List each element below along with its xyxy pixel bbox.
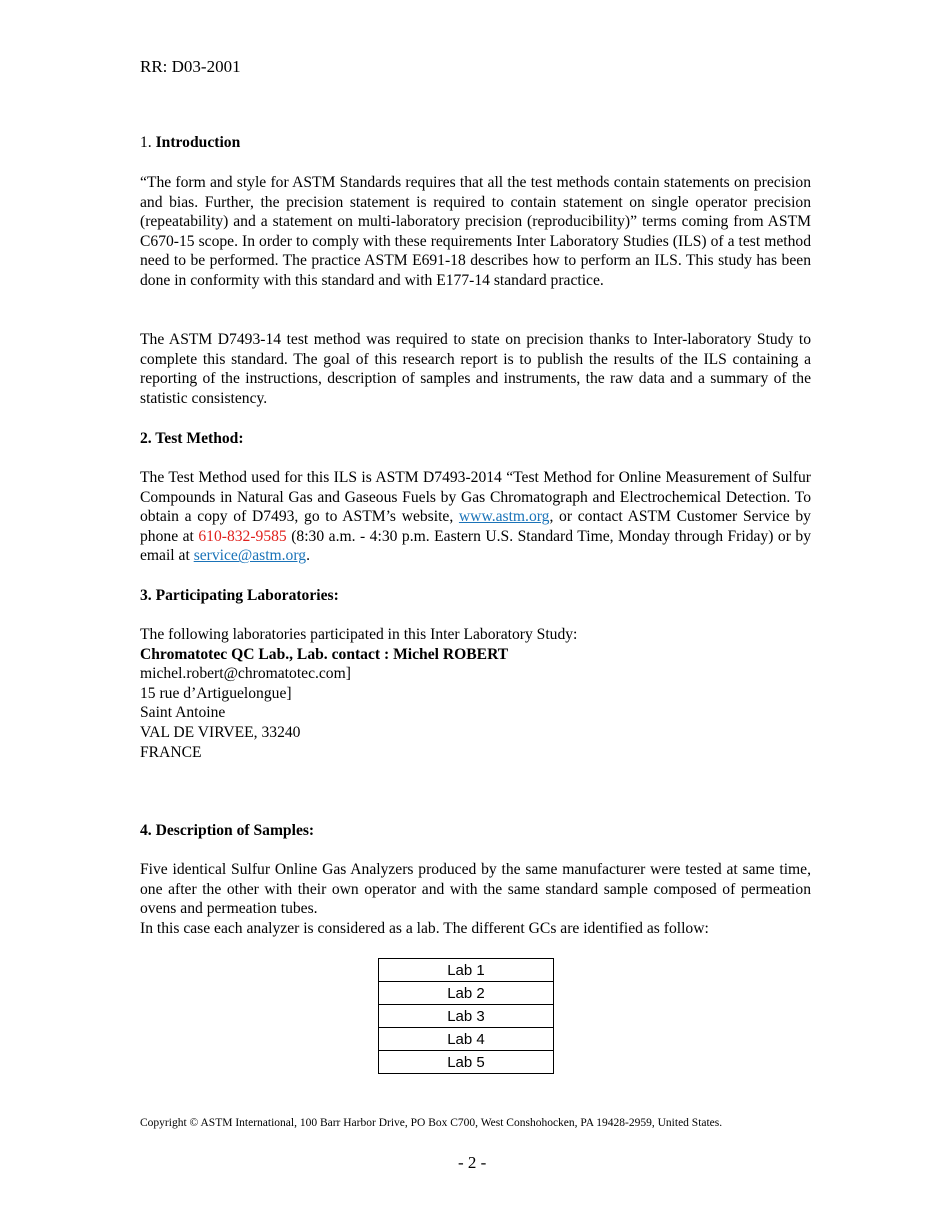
- participating-labs-block: [140, 625, 811, 762]
- table-cell: Lab 5: [379, 1051, 554, 1074]
- table-row: [379, 1028, 554, 1051]
- copyright-footer: Copyright © ASTM International, 100 Barr Harbor Drive, PO Box C700, West Conshohocken, PA 19428-2959, United States.: [140, 1117, 723, 1129]
- labs-intro: The following laboratories participated in this Inter Laboratory Study:: [140, 626, 578, 643]
- table-cell: Lab 3: [379, 1005, 554, 1028]
- lab-email: michel.robert@chromatotec.com]: [140, 665, 351, 683]
- table-row: [379, 982, 554, 1005]
- report-header: RR: D03-2001: [140, 57, 241, 76]
- samples-paragraph-2: In this case each analyzer is considered as a lab. The different GCs are identified as follow:: [140, 920, 709, 937]
- table-row: [379, 1005, 554, 1028]
- test-method-text: (8:30 a.m. - 4:30 p.m. Eastern U.S. Standard Time, Monday through Friday) or by email at: [140, 527, 811, 565]
- table-row: [379, 1051, 554, 1074]
- introduction-paragraph-1: “The form and style for ASTM Standards requires that all the test methods contain statements on precision and bias. Further, the precision statement is required to contain statement on single operator precision (repeatability) and a statement on multi-laboratory precision (reproducibility)” terms coming from ASTM C670-15 scope. In order to comply with these requirements Inter Laboratory Studies (ILS) of a test method need to be performed. The practice ASTM E691-18 describes how to perform an ILS. This study has been done in conformity with this standard and with E177-14 standard practice.: [140, 174, 811, 289]
- introduction-paragraph-2: The ASTM D7493-14 test method was required to state on precision thanks to Inter-laboratory Study to complete this standard. The goal of this research report is to publish the results of the ILS containing a reporting of the instructions, description of samples and instruments, the raw data and a summary of the statistic consistency.: [140, 331, 811, 407]
- labs-table: [378, 958, 554, 1074]
- test-method-paragraph: [140, 468, 811, 566]
- customer-service-phone: 610-832-9585: [198, 527, 287, 545]
- test-method-text: .: [306, 547, 310, 565]
- lab-city: VAL DE VIRVEE, 33240: [140, 723, 301, 741]
- section-test-method-heading: 2. Test Method:: [140, 430, 244, 447]
- astm-website-link[interactable]: www.astm.org: [458, 508, 550, 526]
- samples-paragraph-1: Five identical Sulfur Online Gas Analyzers produced by the same manufacturer were tested at same time, one after the other with their own operator and with the same standard sample composed of permeation ovens and permeation tubes.: [140, 861, 811, 918]
- section-introduction-heading: [140, 133, 811, 153]
- table-row: [379, 959, 554, 982]
- section-samples-heading: 4. Description of Samples:: [140, 822, 315, 839]
- lab-locality: Saint Antoine: [140, 704, 226, 722]
- section-participating-labs-heading: 3. Participating Laboratories:: [140, 587, 339, 604]
- lab-country: FRANCE: [140, 743, 202, 761]
- table-cell: Lab 2: [379, 982, 554, 1005]
- test-method-text: The Test Method used for this ILS is ASTM D7493-2014 “Test Method for Online Measurement of Sulfur Compounds in Natural Gas and Gaseous Fuels by Gas Chromatograph and Electrochemical Detection. To obtain a copy of D7493, go to ASTM’s website,: [140, 469, 811, 526]
- table-cell: Lab 1: [379, 959, 554, 982]
- section-number: 1.: [140, 134, 152, 151]
- lab-street: 15 rue d’Artiguelongue]: [140, 684, 292, 702]
- section-title: Introduction: [155, 134, 241, 151]
- page-number: - 2 -: [458, 1153, 487, 1172]
- table-cell: Lab 4: [379, 1028, 554, 1051]
- service-email-link[interactable]: service@astm.org: [193, 547, 307, 565]
- test-method-text: , or contact ASTM Customer Service by phone at: [140, 508, 811, 545]
- lab-name: Chromatotec QC Lab., Lab. contact : Michel ROBERT: [140, 645, 509, 663]
